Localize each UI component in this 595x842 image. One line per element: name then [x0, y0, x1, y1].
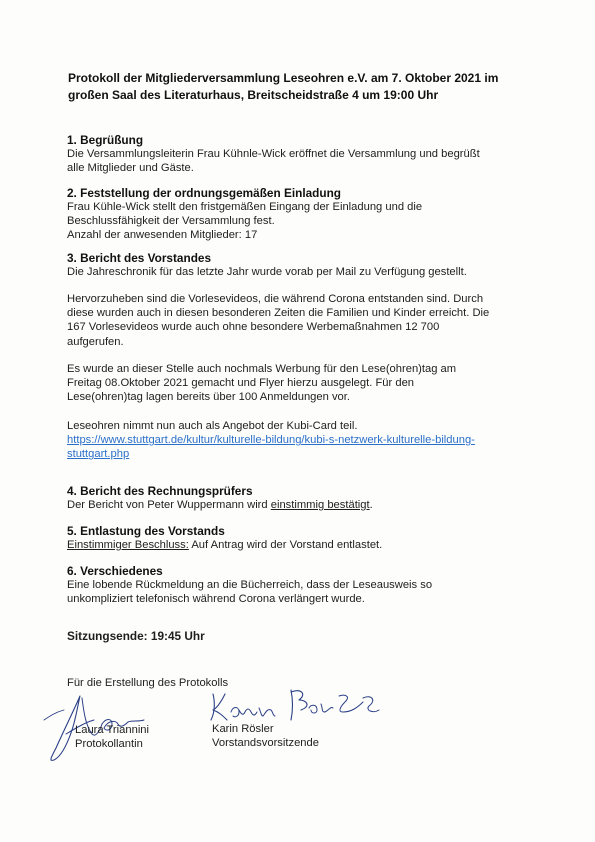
signer-name: Laura Triannini [75, 724, 150, 736]
body-line: Die Jahreschronik für das letzte Jahr wurde vorab per Mail zu Verfügung gestellt. [67, 266, 467, 278]
body-line: diese wurden auch in diesen besonderen Zeiten die Familien und Kinder erreicht. Die [67, 307, 490, 320]
title-line-1: Protokoll der Mitgliederversammlung Leseohren e.V. am 7. Oktober 2021 im [68, 71, 499, 85]
body-line: Leseohren nimmt nun auch als Angebot der Kubi-Card teil. [67, 420, 358, 432]
body-line: Es wurde an dieser Stelle auch nochmals Werbung für den Lese(ohren)tag am [67, 363, 457, 375]
body-text: Auf Antrag wird der Vorstand entlastet. [188, 539, 383, 551]
body-line: Beschlussfähigkeit der Versammlung fest. [67, 215, 275, 228]
title-line-2: großen Saal des Literaturhaus, Breitscheidstraße 4 um 19:00 Uhr [68, 88, 439, 102]
underlined-text: Einstimmiger Beschluss: [67, 539, 189, 551]
body-line: alle Mitglieder und Gäste. [67, 162, 194, 175]
signature-right [212, 722, 595, 750]
section-heading: 3. Bericht des Vorstandes [67, 251, 212, 265]
body-line: Frau Kühle-Wick stellt den fristgemäßen Eingang der Einladung und die [67, 201, 423, 213]
section-entlastung [67, 524, 537, 552]
document-title [68, 70, 538, 104]
section-heading: 1. Begrüßung [67, 133, 144, 147]
paragraph-leseohrentag [67, 362, 537, 405]
body-line: Eine lobende Rückmeldung an die Bücherreich, dass der Leseausweis so [67, 579, 433, 591]
section-heading: 6. Verschiedenes [67, 564, 163, 578]
section-rechnungspruefer [67, 484, 537, 512]
kubi-link-line-2[interactable]: stuttgart.php [67, 448, 130, 461]
section-heading: 4. Bericht des Rechnungsprüfers [67, 484, 253, 498]
paragraph-vorlesevideos [67, 292, 537, 349]
section-verschiedenes [67, 564, 537, 606]
section-einladung [67, 186, 537, 243]
body-line: Hervorzuheben sind die Vorlesevideos, die während Corona entstanden sind. Durch [67, 293, 484, 305]
body-line: unkompliziert telefonisch während Corona verlängert wurde. [67, 593, 365, 606]
body-line [67, 498, 537, 512]
section-vorstandsbericht [67, 251, 537, 279]
body-line [67, 538, 537, 552]
section-heading: 2. Feststellung der ordnungsgemäßen Einladung [67, 186, 341, 200]
kubi-link-line-1[interactable]: https://www.stuttgart.de/kultur/kulturelle-bildung/kubi-s-netzwerk-kulturelle-bildung- [67, 434, 475, 447]
body-line: 167 Vorlesevideos wurde auch ohne besondere Werbemaßnahmen 12 700 [67, 321, 440, 334]
body-line: Freitag 08.Oktober 2021 gemacht und Flyer hierzu ausgelegt. Für den [67, 377, 415, 390]
signature-intro: Für die Erstellung des Protokolls [67, 677, 229, 689]
body-line: Lese(ohren)tag lagen bereits über 100 Anmeldungen vor. [67, 391, 350, 404]
body-text: . [369, 499, 373, 511]
signature-right-handwriting [205, 686, 385, 726]
body-text: Der Bericht von Peter Wuppermann wird [67, 499, 271, 511]
paragraph-kubi-card [67, 419, 537, 462]
body-line: aufgerufen. [67, 335, 124, 348]
signer-name: Karin Rösler [212, 723, 274, 735]
underlined-text: einstimmig bestätigt [270, 499, 370, 511]
body-line: Anzahl der anwesenden Mitglieder: 17 [67, 229, 258, 242]
section-begruessung [67, 133, 537, 175]
signer-role: Protokollantin [75, 738, 143, 751]
meeting-end: Sitzungsende: 19:45 Uhr [67, 629, 205, 643]
signer-role: Vorstandsvorsitzende [212, 737, 319, 750]
body-line: Die Versammlungsleiterin Frau Kühnle-Wick eröffnet die Versammlung und begrüßt [67, 148, 480, 160]
section-heading: 5. Entlastung des Vorstands [67, 524, 225, 538]
